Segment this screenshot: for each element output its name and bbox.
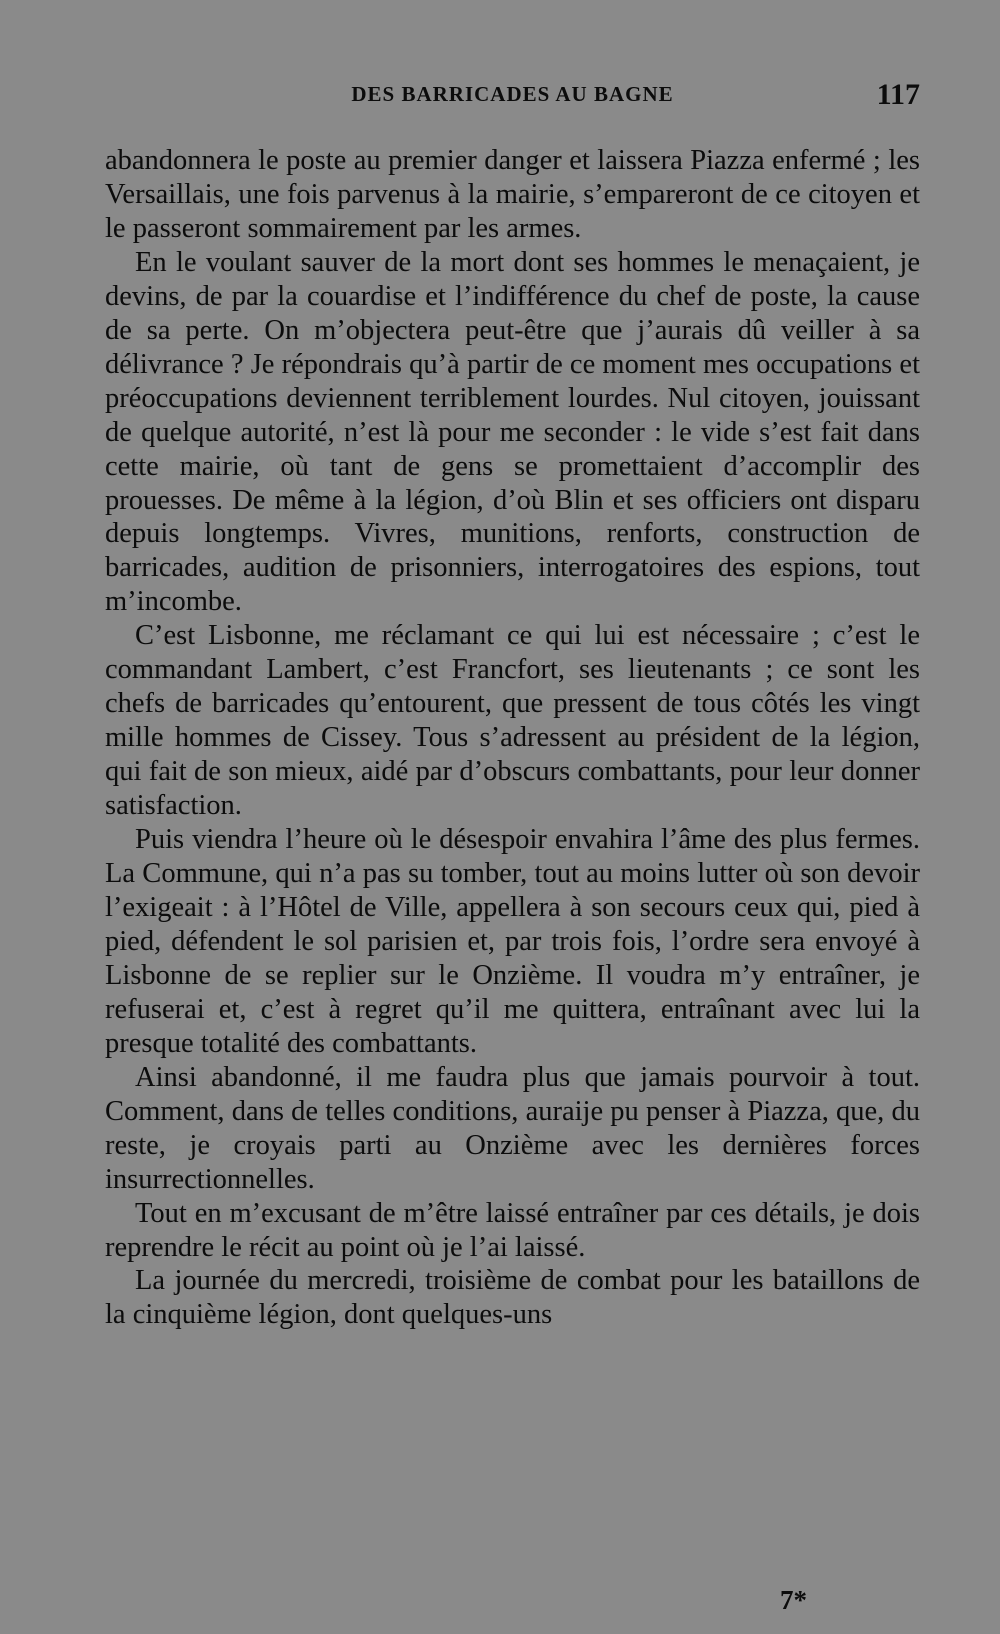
paragraph: C’est Lisbonne, me réclamant ce qui lui est nécessaire ; c’est le commandant Lambert, c’est Francfort, ses lieutenants ; ce sont les chefs de barricades qu’entourent, que pressent de tous côtés les vingt mille hommes de Cissey. Tous s’adressent au président de la légion, qui fait de son mieux, aidé par d’obscurs combattants, pour leur donner satisfaction.: [105, 620, 920, 822]
paragraph: Tout en m’excusant de m’être laissé entraîner par ces détails, je dois reprendre le récit au point où je l’ai laissé.: [105, 1197, 920, 1263]
paragraph: La journée du mercredi, troisième de combat pour les bataillons de la cinquième légion, dont quelques-uns: [105, 1265, 920, 1331]
paragraph: Ainsi abandonné, il me faudra plus que jamais pourvoir à tout. Comment, dans de telles conditions, auraije pu penser à Piazza, que, du reste, je croyais parti au Onzième avec les dernières forces insurrectionnelles.: [105, 1061, 920, 1195]
page-number: 117: [876, 78, 920, 111]
running-title: DES BARRICADES AU BAGNE: [351, 82, 674, 106]
running-head: [105, 78, 920, 112]
paragraph: En le voulant sauver de la mort dont ses hommes le menaçaient, je devins, de par la couardise et l’indifférence du chef de poste, la cause de sa perte. On m’objectera peut-être que j’aurais dû veiller à sa délivrance ? Je répondrais qu’à partir de ce moment mes occupations et préoccupations deviennent terriblement lourdes. Nul citoyen, jouissant de quelque autorité, n’est là pour me seconder : le vide s’est fait dans cette mairie, où tant de gens se promettaient d’accomplir des prouesses. De même à la légion, d’où Blin et ses officiers ont disparu depuis longtemps. Vivres, munitions, renforts, construction de barricades, audition de prisonniers, interrogatoires des espions, tout m’incombe.: [105, 246, 920, 618]
paragraph: Puis viendra l’heure où le désespoir envahira l’âme des plus fermes. La Commune, qui n’a pas su tomber, tout au moins lutter où son devoir l’exigeait : à l’Hôtel de Ville, appellera à son secours ceux qui, pied à pied, défendent le sol parisien et, par trois fois, l’ordre sera envoyé à Lisbonne de se replier sur le Onzième. Il voudra m’y entraîner, je refuserai et, c’est à regret qu’il me quittera, entraînant avec lui la presque totalité des combattants.: [105, 824, 920, 1059]
body-text: [105, 144, 920, 1332]
signature-mark: 7*: [780, 1585, 807, 1615]
paragraph-continued: abandonnera le poste au premier danger et laissera Piazza enfermé ; les Versaillais, une fois parvenus à la mairie, s’empareront de ce citoyen et le passeront sommairement par les armes.: [105, 145, 920, 244]
